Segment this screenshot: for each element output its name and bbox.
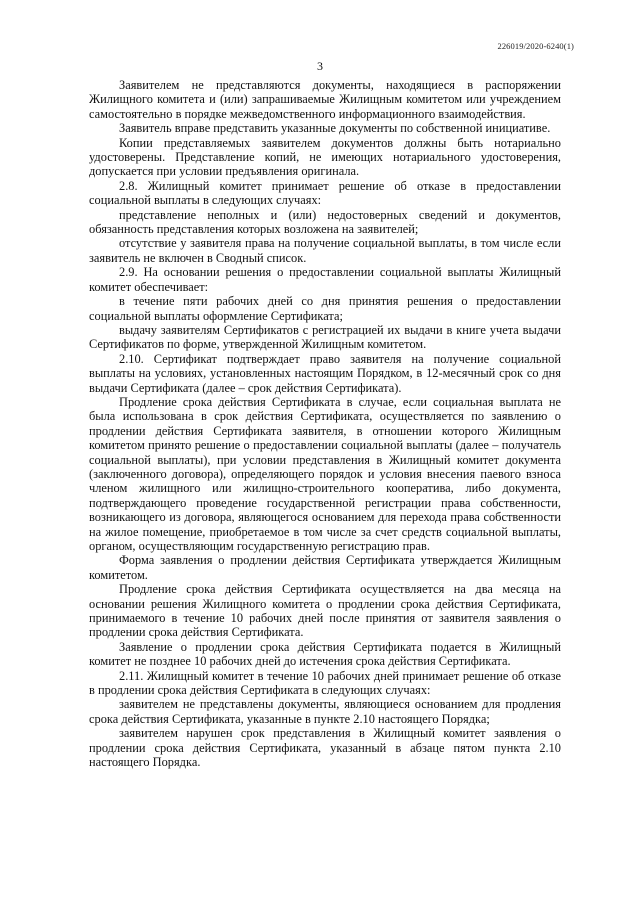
paragraph-clause-2-9: 2.9. На основании решения о предоставлении социальной выплаты Жилищный комитет обеспечивает: <box>89 265 561 294</box>
paragraph: в течение пяти рабочих дней со дня принятия решения о предоставлении социальной выплаты оформление Сертификата; <box>89 294 561 323</box>
paragraph: отсутствие у заявителя права на получение социальной выплаты, в том числе если заявитель не включен в Сводный список. <box>89 236 561 265</box>
paragraph: выдачу заявителям Сертификатов с регистрацией их выдачи в книге учета выдачи Сертификатов по форме, утвержденной Жилищным комитетом. <box>89 322 561 352</box>
paragraph-clause-2-11: 2.11. Жилищный комитет в течение 10 рабочих дней принимает решение об отказе в продлении срока действия Сертификата в следующих случаях: <box>89 668 561 698</box>
paragraph: заявителем не представлены документы, являющиеся основанием для продления срока действия Сертификата, указанные в пункте 2.10 настоящего Порядка; <box>89 697 561 726</box>
paragraph-clause-2-10: 2.10. Сертификат подтверждает право заявителя на получение социальной выплаты на условиях, установленных настоящим Порядком, в 12-месячный срок со дня выдачи Сертификата (далее – срок действия Сертификата). <box>89 351 561 395</box>
paragraph: Продление срока действия Сертификата осуществляется на два месяца на основании решения Жилищного комитета о продлении срока действия Сертификата, принимаемого в течение 10 рабочих дней после принятия от заявителя заявления о продлении срока действия Сертификата. <box>89 582 561 640</box>
paragraph-clause-2-8: 2.8. Жилищный комитет принимает решение об отказе в предоставлении социальной выплаты в следующих случаях: <box>89 178 561 208</box>
paragraph: Заявитель вправе представить указанные документы по собственной инициативе. <box>119 121 551 136</box>
paragraph: Форма заявления о продлении действия Сертификата утверждается Жилищным комитетом. <box>89 553 561 582</box>
paragraph: заявителем нарушен срок представления в Жилищный комитет заявления о продлении срока действия Сертификата, указанный в абзаце пятом пункта 2.10 настоящего Порядка. <box>89 726 561 770</box>
paragraph: представление неполных и (или) недостоверных сведений и документов, обязанность представления которых возложена на заявителей; <box>89 207 561 237</box>
document-body <box>89 78 561 770</box>
paragraph: Продление срока действия Сертификата в случае, если социальная выплата не была использована в срок действия Сертификата, осуществляется по заявлению о продлении действия Сертификата заявителя, в отношении которого Жилищным комитетом принято решение о предоставлении социальной выплаты (далее – получатель социальной выплаты), при условии представления в Жилищный комитет документа (заключенного договора), определяющего порядок и условия внесения паевого взноса членом жилищного или жилищно-строительного кооператива, либо документа, подтверждающего проведение государственной регистрации права собственности, возникающего из договора, являющегося основанием для перехода права собственности на жилое помещение, приобретаемое в том числе за счет средств социальной выплаты, органом, осуществляющим государственную регистрацию прав. <box>89 394 561 553</box>
paragraph: Заявление о продлении срока действия Сертификата подается в Жилищный комитет не позднее 10 рабочих дней до истечения срока действия Сертификата. <box>89 639 561 669</box>
paragraph: Копии представляемых заявителем документов должны быть нотариально удостоверены. Представление копий, не имеющих нотариального удостоверения, допускается при условии предъявления оригинала. <box>89 135 561 179</box>
document-registration-number: 226019/2020-6240(1) <box>497 41 574 51</box>
paragraph: Заявителем не представляются документы, находящиеся в распоряжении Жилищного комитета и (или) запрашиваемые Жилищным комитетом или учреждением самостоятельно в порядке межведомственного информационного взаимодействия. <box>89 78 561 121</box>
page-number: 3 <box>317 59 323 73</box>
